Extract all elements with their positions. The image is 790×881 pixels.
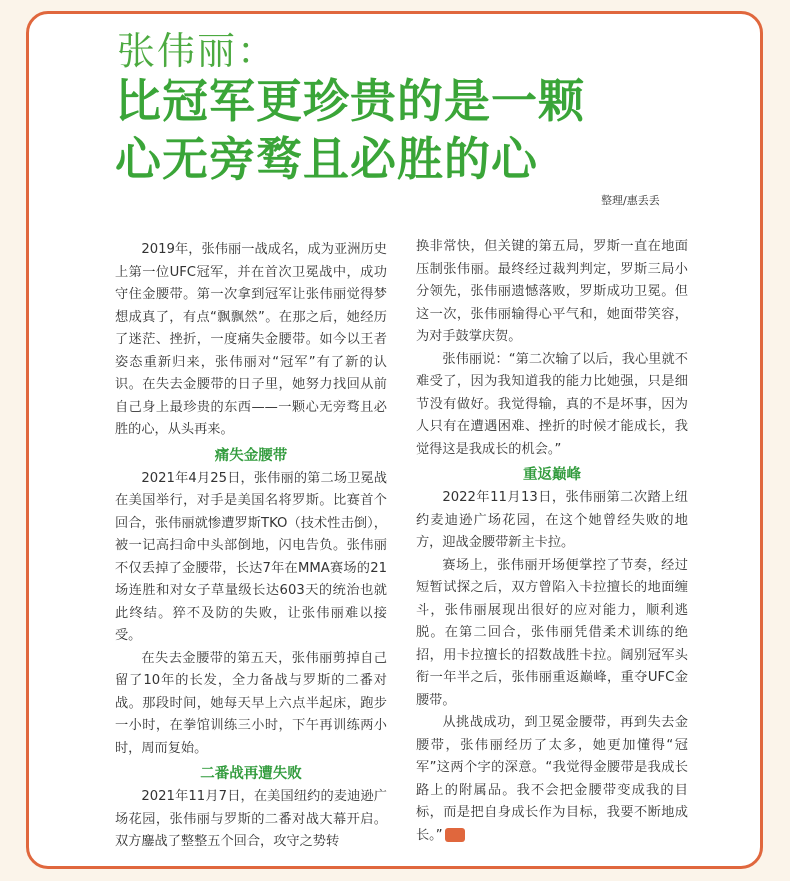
paragraph: 张伟丽说：“第二次输了以后，我心里就不难受了，因为我知道我的能力比她强，只是细节没有做好。我觉得输，真的不是坏事，因为人只有在遭遇困难、挫折的时候才能成长，我觉得这是我成长的机会。”: [416, 351, 688, 457]
section-heading-rematch: 二番战再遭失败: [200, 766, 302, 782]
paragraph: 换非常快，但关键的第五局，罗斯一直在地面压制张伟丽。最终经过裁判判定，罗斯三局小分领先，张伟丽遗憾落败，罗斯成功卫冕。但这一次，张伟丽输得心平气和，她面带笑容，为对手鼓掌庆贺。: [416, 239, 688, 344]
article-headline-line1: 比冠军更珍贵的是一颗: [115, 74, 585, 128]
article-byline: 整理/惠丢丢: [601, 194, 660, 207]
section-heading-lost-belt: 痛失金腰带: [214, 447, 288, 464]
paragraph: 2022年11月13日，张伟丽第二次踏上纽约麦迪逊广场花园，在这个她曾经失败的地方，迎战金腰带新主卡拉。: [416, 490, 688, 550]
paragraph: 在失去金腰带的第五天，张伟丽剪掉自己留了10年的长发，全力备战与罗斯的二番对战。那段时间，她每天早上六点半起床，跑步一小时，在拳馆训练三小时，下午再训练两小时，周而复始。: [115, 650, 387, 756]
paragraph: 赛场上，张伟丽开场便掌控了节奏，经过短暂试探之后，双方曾陷入卡拉擅长的地面缠斗，张伟丽展现出很好的应对能力，顺利逃脱。在第二回合，张伟丽凭借柔术训练的绝招，用卡拉擅长的招数战胜卡拉。阔别冠军头衔一年半之后，张伟丽重返巅峰，重夺UFC金腰带。: [416, 557, 688, 708]
right-column: [416, 236, 688, 847]
paragraph: 2021年4月25日，张伟丽的第二场卫冕战在美国举行，对手是美国名将罗斯。比赛首个回合，张伟丽就惨遭罗斯TKO（技术性击倒），被一记高扫命中头部倒地，闪电告负。张伟丽不仅丢掉了金腰带，长达7年在MMA赛场的21场连胜和对女子草量级长达603天的统治也就此终结。猝不及防的失败，让张伟丽难以接受。: [115, 470, 387, 643]
paragraph: 2021年11月7日，在美国纽约的麦迪逊广场花园，张伟丽与罗斯的二番对战大幕开启。双方鏖战了整整五个回合，攻守之势转: [115, 789, 387, 849]
article-frame: [26, 11, 763, 869]
article-name-line: 张伟丽：: [117, 29, 278, 73]
paragraph-final-text: 从挑战成功，到卫冕金腰带，再到失去金腰带，张伟丽经历了太多，她更加懂得“冠军”这两个字的深意。“我觉得金腰带是我成长路上的附属品。我不会把金腰带变成我的目标，而是把自身成长作为目标，我要不断地成长。”: [416, 715, 688, 843]
left-column: [115, 239, 387, 854]
end-mark-icon: 红: [445, 828, 465, 842]
paragraph: 2019年，张伟丽一战成名，成为亚洲历史上第一位UFC冠军，并在首次卫冕战中，成功守住金腰带。第一次拿到冠军让张伟丽觉得梦想成真了，有点“飘飘然”。在那之后，她经历了迷茫、挫折，一度痛失金腰带。如今以王者姿态重新归来，张伟丽对“冠军”有了新的认识。在失去金腰带的日子里，她努力找回从前自己身上最珍贵的东西——一颗心无旁骛且必胜的心，从头再来。: [115, 242, 387, 437]
paragraph-final: [416, 712, 688, 847]
article-headline-line2: 心无旁骛且必胜的心: [115, 132, 538, 186]
section-heading-return-to-peak: 重返巅峰: [523, 467, 581, 483]
